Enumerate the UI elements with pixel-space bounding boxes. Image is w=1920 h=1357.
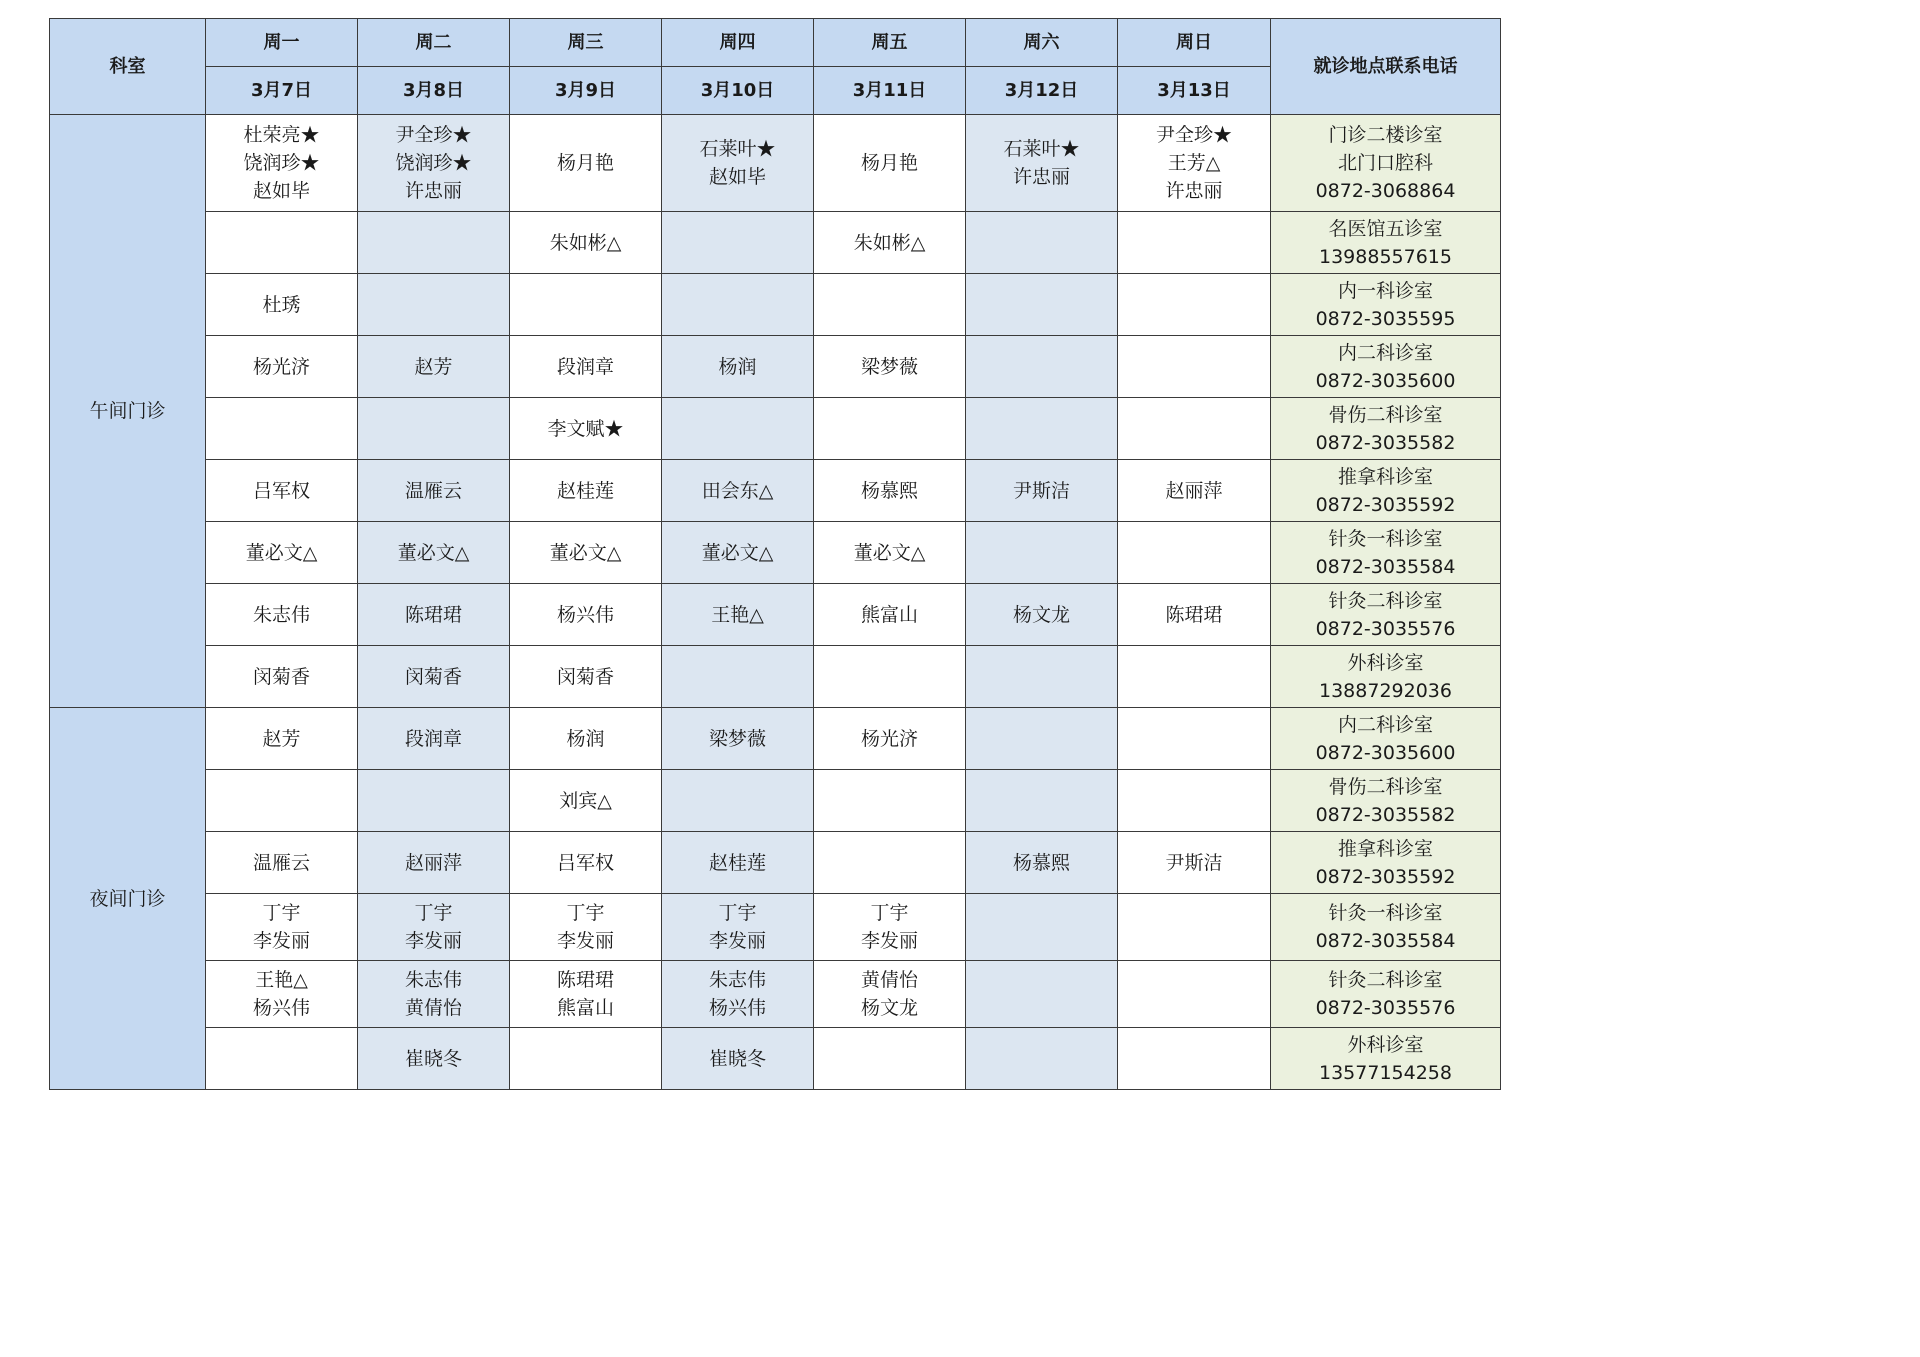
date-header: 3月7日: [206, 67, 358, 115]
schedule-cell: [662, 1028, 814, 1090]
doctor-name: 李发丽: [404, 930, 462, 952]
contact-phone: 0872-3035582: [1315, 803, 1456, 826]
clinic-room: 推拿科诊室: [1337, 465, 1433, 488]
schedule-cell: [814, 708, 966, 770]
contact-phone: 0872-3035576: [1315, 997, 1456, 1019]
doctor-name: 丁宇: [566, 902, 605, 924]
schedule-cell: [358, 460, 510, 522]
location-cell: [1271, 770, 1501, 832]
doctor-name: 温雁云: [252, 851, 310, 874]
schedule-cell: [358, 708, 510, 770]
contact-phone: 0872-3035582: [1315, 431, 1456, 454]
schedule-cell: [966, 460, 1118, 522]
schedule-cell: [814, 961, 966, 1028]
contact-phone: 0872-3035600: [1315, 741, 1456, 764]
schedule-cell: [358, 584, 510, 646]
date-header: 3月13日: [1118, 67, 1271, 115]
doctor-name: 杨文龙: [1012, 603, 1070, 626]
doctor-name: 朱志伟: [252, 603, 310, 626]
schedule-cell: [1118, 274, 1271, 336]
doctor-name: 闵菊香: [404, 665, 462, 688]
doctor-name: 石莱叶★: [699, 138, 776, 160]
doctor-name: 陈珺珺: [556, 969, 614, 991]
schedule-cell: [662, 961, 814, 1028]
doctor-name: 李发丽: [252, 930, 310, 952]
location-cell: [1271, 584, 1501, 646]
doctor-name: 董必文△: [549, 541, 622, 564]
schedule-cell: [966, 770, 1118, 832]
schedule-cell: [206, 398, 358, 460]
schedule-cell: [1118, 115, 1271, 212]
clinic-room: 外科诊室: [1347, 1033, 1424, 1056]
table-row: [50, 522, 1501, 584]
schedule-cell: [510, 398, 662, 460]
location-cell: [1271, 961, 1501, 1028]
schedule-cell: [206, 274, 358, 336]
doctor-name: 董必文△: [853, 541, 926, 564]
schedule-cell: [966, 894, 1118, 961]
doctor-name: 李发丽: [708, 930, 766, 952]
doctor-name: 许忠丽: [1012, 166, 1070, 188]
weekday-header: 周二: [358, 19, 510, 67]
schedule-cell: [1118, 894, 1271, 961]
doctor-name: 刘宾△: [559, 789, 612, 812]
clinic-room: 针灸一科诊室: [1328, 902, 1443, 924]
doctor-name: 丁宇: [870, 902, 909, 924]
clinic-room: 骨伤二科诊室: [1328, 775, 1443, 798]
schedule-cell: [814, 274, 966, 336]
date-header: 3月8日: [358, 67, 510, 115]
table-row: [50, 770, 1501, 832]
schedule-cell: [814, 832, 966, 894]
doctor-name: 杨兴伟: [708, 997, 766, 1019]
schedule-cell: [814, 212, 966, 274]
weekday-header: 周一: [206, 19, 358, 67]
doctor-name: 李发丽: [556, 930, 614, 952]
doctor-name: 朱如彬△: [853, 231, 926, 254]
location-cell: [1271, 1028, 1501, 1090]
doctor-name: 赵如毕: [708, 166, 766, 188]
schedule-cell: [966, 115, 1118, 212]
schedule-cell: [966, 522, 1118, 584]
doctor-name: 杨月艳: [556, 152, 614, 174]
doctor-name: 尹全珍★: [395, 124, 472, 146]
clinic-room: 针灸一科诊室: [1328, 527, 1443, 550]
schedule-cell: [206, 961, 358, 1028]
doctor-name: 温雁云: [404, 479, 462, 502]
doctor-name: 杜琇: [262, 293, 301, 316]
schedule-cell: [358, 894, 510, 961]
schedule-cell: [1118, 646, 1271, 708]
schedule-cell: [510, 460, 662, 522]
schedule-cell: [662, 646, 814, 708]
location-cell: [1271, 115, 1501, 212]
clinic-room: 内二科诊室: [1337, 341, 1433, 364]
doctor-name: 李文赋★: [547, 417, 624, 440]
schedule-cell: [814, 398, 966, 460]
schedule-cell: [1118, 460, 1271, 522]
schedule-cell: [358, 212, 510, 274]
doctor-name: 王芳△: [1167, 152, 1221, 174]
doctor-name: 杨文龙: [860, 997, 918, 1019]
schedule-cell: [510, 336, 662, 398]
doctor-name: 田会东△: [701, 479, 774, 502]
schedule-cell: [662, 336, 814, 398]
doctor-name: 吕军权: [252, 479, 310, 502]
location-cell: [1271, 894, 1501, 961]
clinic-room: 针灸二科诊室: [1328, 969, 1443, 991]
table-row: [50, 212, 1501, 274]
weekday-header: 周五: [814, 19, 966, 67]
date-header: 3月9日: [510, 67, 662, 115]
schedule-cell: [966, 212, 1118, 274]
schedule-cell: [1118, 398, 1271, 460]
schedule-cell: [1118, 584, 1271, 646]
location-cell: [1271, 460, 1501, 522]
location-cell: [1271, 398, 1501, 460]
table-row: [50, 460, 1501, 522]
schedule-cell: [358, 1028, 510, 1090]
doctor-name: 饶润珍★: [395, 152, 472, 174]
doctor-name: 闵菊香: [252, 665, 310, 688]
schedule-cell: [966, 832, 1118, 894]
location-cell: [1271, 832, 1501, 894]
schedule-cell: [510, 584, 662, 646]
schedule-cell: [206, 708, 358, 770]
schedule-cell: [510, 961, 662, 1028]
schedule-cell: [510, 212, 662, 274]
doctor-name: 石莱叶★: [1003, 138, 1080, 160]
schedule-cell: [510, 522, 662, 584]
doctor-name: 杨光济: [860, 727, 918, 750]
schedule-cell: [966, 398, 1118, 460]
schedule-cell: [1118, 212, 1271, 274]
schedule-table: [49, 18, 1501, 1090]
table-row: [50, 708, 1501, 770]
schedule-body: [50, 115, 1501, 1090]
weekday-header: 周四: [662, 19, 814, 67]
doctor-name: 赵桂莲: [708, 851, 766, 874]
schedule-cell: [662, 584, 814, 646]
schedule-cell: [206, 115, 358, 212]
doctor-name: 尹斯洁: [1165, 851, 1223, 874]
clinic-room: 推拿科诊室: [1337, 837, 1433, 860]
doctor-name: 尹斯洁: [1012, 479, 1070, 502]
table-row: [50, 584, 1501, 646]
schedule-cell: [358, 961, 510, 1028]
table-row: [50, 961, 1501, 1028]
clinic-room: 外科诊室: [1347, 651, 1424, 674]
weekday-header: 周日: [1118, 19, 1271, 67]
schedule-cell: [966, 336, 1118, 398]
schedule-cell: [358, 398, 510, 460]
doctor-name: 许忠丽: [404, 180, 462, 202]
contact-phone: 北门口腔科 0872-3068864: [1315, 152, 1456, 202]
schedule-cell: [510, 115, 662, 212]
clinic-room: 内一科诊室: [1337, 279, 1433, 302]
schedule-cell: [1118, 961, 1271, 1028]
doctor-name: 朱志伟: [404, 969, 462, 991]
schedule-cell: [966, 708, 1118, 770]
table-row: [50, 832, 1501, 894]
schedule-cell: [662, 708, 814, 770]
weekday-header: 周六: [966, 19, 1118, 67]
doctor-name: 董必文△: [397, 541, 470, 564]
doctor-name: 朱志伟: [708, 969, 766, 991]
schedule-cell: [358, 336, 510, 398]
schedule-cell: [1118, 522, 1271, 584]
schedule-cell: [358, 274, 510, 336]
table-row: [50, 336, 1501, 398]
schedule-cell: [814, 894, 966, 961]
clinic-room: 内二科诊室: [1337, 713, 1433, 736]
doctor-name: 崔晓冬: [708, 1047, 766, 1070]
location-cell: [1271, 708, 1501, 770]
schedule-cell: [662, 894, 814, 961]
doctor-name: 赵丽萍: [1165, 479, 1223, 502]
doctor-name: 丁宇: [414, 902, 453, 924]
schedule-cell: [206, 770, 358, 832]
doctor-name: 丁宇: [262, 902, 301, 924]
section-label: 午间门诊: [50, 115, 206, 708]
contact-phone: 0872-3035600: [1315, 369, 1456, 392]
schedule-cell: [662, 274, 814, 336]
table-row: [50, 894, 1501, 961]
doctor-name: 朱如彬△: [549, 231, 622, 254]
doctor-name: 王艳△: [711, 603, 764, 626]
doctor-name: 赵如毕: [252, 180, 310, 202]
schedule-cell: [814, 1028, 966, 1090]
doctor-name: 梁梦薇: [708, 727, 766, 750]
doctor-name: 梁梦薇: [860, 355, 918, 378]
table-row: [50, 274, 1501, 336]
schedule-cell: [814, 460, 966, 522]
doctor-name: 吕军权: [556, 851, 614, 874]
doctor-name: 王艳△: [255, 969, 308, 991]
doctor-name: 许忠丽: [1165, 180, 1223, 202]
contact-phone: 13988557615: [1319, 245, 1452, 268]
schedule-cell: [814, 584, 966, 646]
contact-phone: 13577154258: [1319, 1061, 1452, 1084]
doctor-name: 熊富山: [556, 997, 614, 1019]
schedule-cell: [814, 336, 966, 398]
doctor-name: 丁宇: [718, 902, 757, 924]
schedule-cell: [206, 1028, 358, 1090]
schedule-cell: [1118, 832, 1271, 894]
location-cell: [1271, 274, 1501, 336]
schedule-cell: [206, 646, 358, 708]
schedule-cell: [206, 460, 358, 522]
schedule-cell: [510, 646, 662, 708]
doctor-name: 尹全珍★: [1155, 124, 1232, 146]
contact-phone: 13887292036: [1319, 679, 1452, 702]
schedule-cell: [814, 646, 966, 708]
schedule-cell: [358, 832, 510, 894]
schedule-cell: [358, 770, 510, 832]
schedule-cell: [662, 522, 814, 584]
schedule-cell: [662, 115, 814, 212]
schedule-cell: [206, 832, 358, 894]
schedule-cell: [358, 115, 510, 212]
doctor-name: 赵芳: [414, 355, 453, 378]
table-row: [50, 646, 1501, 708]
location-cell: [1271, 212, 1501, 274]
doctor-name: 陈珺珺: [1165, 603, 1223, 626]
schedule-cell: [1118, 1028, 1271, 1090]
doctor-name: 赵芳: [262, 727, 301, 750]
schedule-cell: [662, 460, 814, 522]
schedule-cell: [662, 398, 814, 460]
doctor-name: 杨慕熙: [860, 479, 918, 502]
schedule-cell: [510, 894, 662, 961]
dept-header: 科室: [50, 19, 206, 115]
schedule-cell: [358, 522, 510, 584]
schedule-cell: [966, 646, 1118, 708]
doctor-name: 杨慕熙: [1012, 851, 1070, 874]
doctor-name: 杨月艳: [860, 152, 918, 174]
doctor-name: 熊富山: [860, 603, 918, 626]
clinic-room: 名医馆五诊室: [1328, 217, 1443, 240]
schedule-cell: [206, 894, 358, 961]
schedule-cell: [358, 646, 510, 708]
doctor-name: 杨光济: [252, 355, 310, 378]
doctor-name: 杜荣亮★: [243, 124, 320, 146]
schedule-cell: [1118, 708, 1271, 770]
location-cell: [1271, 522, 1501, 584]
doctor-name: 陈珺珺: [404, 603, 462, 626]
schedule-cell: [510, 274, 662, 336]
schedule-cell: [662, 832, 814, 894]
clinic-room: 门诊二楼诊室: [1328, 124, 1443, 146]
date-header: 3月11日: [814, 67, 966, 115]
schedule-cell: [510, 708, 662, 770]
schedule-cell: [814, 522, 966, 584]
doctor-name: 黄倩怡: [860, 969, 918, 991]
table-row: [50, 1028, 1501, 1090]
doctor-name: 闵菊香: [556, 665, 614, 688]
schedule-cell: [966, 274, 1118, 336]
contact-phone: 0872-3035584: [1315, 555, 1456, 578]
contact-phone: 0872-3035592: [1315, 865, 1456, 888]
weekday-header: 周三: [510, 19, 662, 67]
doctor-name: 段润章: [404, 727, 462, 750]
schedule-cell: [966, 584, 1118, 646]
schedule-cell: [206, 336, 358, 398]
doctor-name: 李发丽: [860, 930, 918, 952]
schedule-cell: [510, 770, 662, 832]
contact-phone: 0872-3035584: [1315, 930, 1456, 952]
schedule-cell: [966, 1028, 1118, 1090]
table-row: [50, 115, 1501, 212]
doctor-name: 杨润: [566, 727, 605, 750]
date-header: 3月12日: [966, 67, 1118, 115]
table-row: [50, 398, 1501, 460]
schedule-cell: [1118, 770, 1271, 832]
doctor-name: 饶润珍★: [243, 152, 320, 174]
schedule-cell: [966, 961, 1118, 1028]
doctor-name: 杨兴伟: [556, 603, 614, 626]
schedule-cell: [662, 212, 814, 274]
doctor-name: 黄倩怡: [404, 997, 462, 1019]
doctor-name: 董必文△: [701, 541, 774, 564]
schedule-cell: [510, 832, 662, 894]
doctor-name: 杨兴伟: [252, 997, 310, 1019]
schedule-cell: [206, 522, 358, 584]
clinic-room: 骨伤二科诊室: [1328, 403, 1443, 426]
schedule-cell: [814, 115, 966, 212]
section-label: 夜间门诊: [50, 708, 206, 1090]
schedule-cell: [510, 1028, 662, 1090]
schedule-cell: [1118, 336, 1271, 398]
schedule-cell: [206, 212, 358, 274]
location-header: 就诊地点联系电话: [1271, 19, 1501, 115]
contact-phone: 0872-3035592: [1315, 493, 1456, 516]
doctor-name: 赵丽萍: [404, 851, 462, 874]
location-cell: [1271, 336, 1501, 398]
header-row-weekdays: [50, 19, 1501, 67]
doctor-name: 杨润: [718, 355, 757, 378]
contact-phone: 0872-3035595: [1315, 307, 1456, 330]
location-cell: [1271, 646, 1501, 708]
schedule-cell: [206, 584, 358, 646]
clinic-room: 针灸二科诊室: [1328, 589, 1443, 612]
contact-phone: 0872-3035576: [1315, 617, 1456, 640]
schedule-cell: [662, 770, 814, 832]
doctor-name: 董必文△: [245, 541, 318, 564]
doctor-name: 段润章: [556, 355, 614, 378]
doctor-name: 赵桂莲: [556, 479, 614, 502]
doctor-name: 崔晓冬: [404, 1047, 462, 1070]
date-header: 3月10日: [662, 67, 814, 115]
schedule-cell: [814, 770, 966, 832]
